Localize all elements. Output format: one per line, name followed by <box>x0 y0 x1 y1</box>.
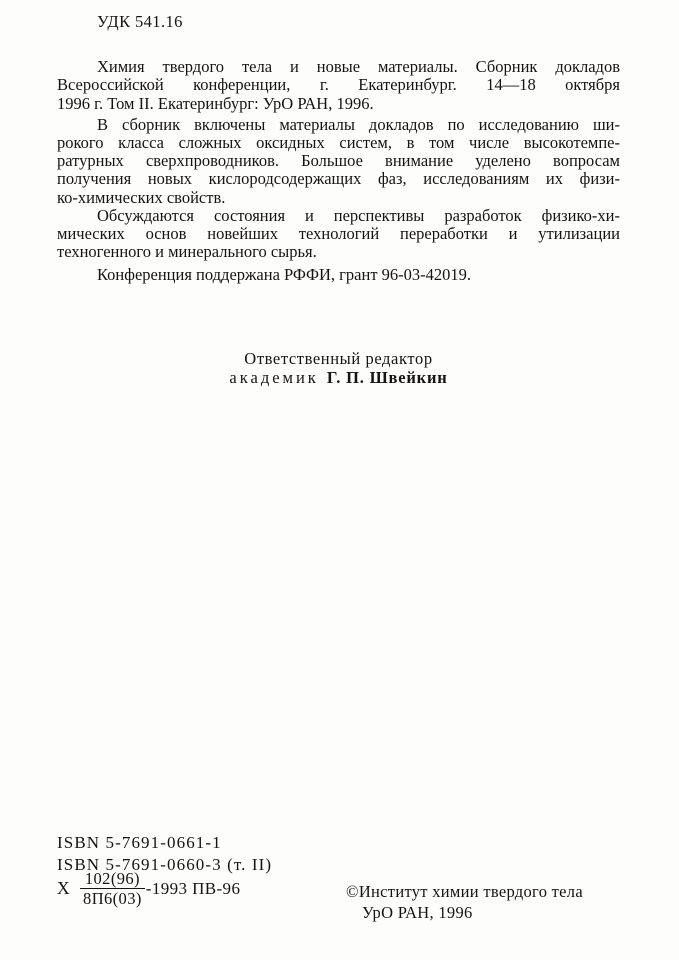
text-line: мических основ новейших технологий переработки и утилизации <box>57 224 620 244</box>
abstract-paragraph-1 <box>57 116 620 207</box>
editor-rank: академик <box>229 368 319 387</box>
editor-name: Г. П. Швейкин <box>326 368 448 387</box>
text-line: рокого класса сложных оксидных систем, в том числе высокотемпе- <box>57 133 620 153</box>
copyright-line1: ©Институт химии твердого тела <box>346 882 583 901</box>
catalog-suffix: -1993 ПВ-96 <box>145 878 241 898</box>
text-line: Всероссийской конференции, г. Екатеринбург. 14—18 октября <box>57 75 620 95</box>
text-line: Химия твердого тела и новые материалы. Сборник докладов <box>97 57 620 77</box>
catalog-fraction <box>80 869 145 908</box>
text-line: Обсуждаются состояния и перспективы разработок физико-хи- <box>97 205 620 225</box>
copyright-block <box>346 882 583 923</box>
text-line: получения новых кислородсодержащих фаз, исследованиям их физи- <box>57 169 620 189</box>
grant-paragraph <box>57 266 620 284</box>
text-line: ратурных сверхпроводников. Большое внимание уделено вопросам <box>57 151 620 171</box>
text-line: Конференция поддержана РФФИ, грант 96-03-42019. <box>97 265 472 285</box>
catalog-numerator: 102(96) <box>84 869 140 888</box>
editor-block <box>57 349 620 387</box>
isbn-series: ISBN 5-7691-0660-3 (т. II) <box>57 854 273 874</box>
catalog-prefix: Х <box>57 878 71 898</box>
catalog-denominator: 8П6(03) <box>80 888 145 908</box>
text-line: В сборник включены материалы докладов по исследованию ши- <box>97 114 620 134</box>
abstract-paragraph-2 <box>57 207 620 262</box>
copyright-line2: УрО РАН, 1996 <box>362 902 473 922</box>
editor-role: Ответственный редактор <box>244 349 433 368</box>
text-column <box>57 13 620 285</box>
catalog-code <box>57 869 240 908</box>
isbn-volume: ISBN 5-7691-0661-1 <box>57 833 222 852</box>
editor-name-line <box>57 368 620 387</box>
text-line: техногенного и минерального сырья. <box>57 242 317 262</box>
udc-number: УДК 541.16 <box>97 12 183 31</box>
text-line: 1996 г. Том II. Екатеринбург: УрО РАН, 1996. <box>57 93 374 113</box>
bibliography-paragraph <box>57 58 620 113</box>
text-line: ко-химических свойств. <box>57 187 226 207</box>
